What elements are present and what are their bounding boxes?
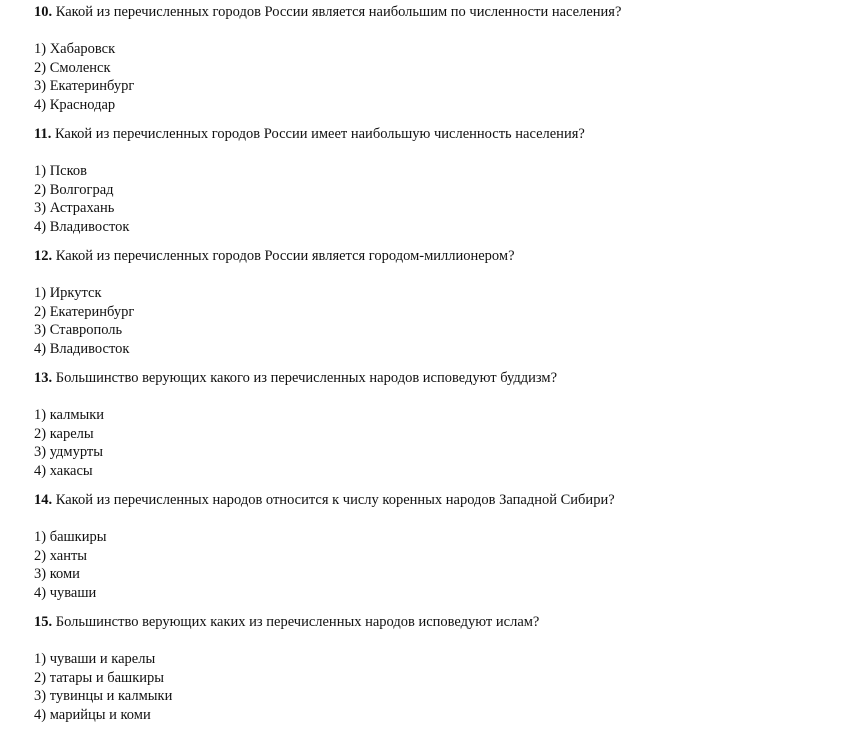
question-number: 13.	[34, 370, 53, 386]
question-text: Какой из перечисленных народов относится к числу коренных народов Западной Сибири?	[52, 492, 615, 508]
answer-option: 2) Смоленск	[34, 59, 111, 76]
question-title	[34, 247, 834, 266]
answer-option: 1) башкиры	[34, 529, 107, 545]
answer-option: 1) Хабаровск	[34, 41, 116, 57]
question-14	[34, 491, 834, 603]
answer-option: 4) Краснодар	[34, 97, 116, 114]
question-text: Большинство верующих каких из перечисленных народов исповедуют ислам?	[52, 614, 540, 630]
answer-option: 2) Волгоград	[34, 181, 114, 198]
question-title	[34, 3, 834, 22]
question-number: 10.	[34, 4, 53, 20]
answer-option: 2) Екатеринбург	[34, 303, 135, 320]
question-10	[34, 3, 834, 115]
answer-option: 4) марийцы и коми	[34, 707, 151, 724]
answer-option: 3) коми	[34, 566, 80, 583]
answer-options	[34, 406, 834, 481]
answer-option: 4) Владивосток	[34, 341, 130, 358]
answer-options	[34, 284, 834, 359]
answer-option: 3) удмурты	[34, 444, 103, 461]
answer-options	[34, 40, 834, 115]
question-title	[34, 613, 834, 632]
answer-option: 4) хакасы	[34, 463, 93, 480]
question-number: 15.	[34, 614, 53, 630]
answer-option: 4) чуваши	[34, 585, 97, 602]
answer-option: 3) Ставрополь	[34, 322, 123, 339]
answer-options	[34, 162, 834, 237]
question-11	[34, 125, 834, 237]
question-text: Какой из перечисленных городов России имеет наибольшую численность населения?	[51, 126, 585, 142]
question-15	[34, 613, 834, 725]
question-12	[34, 247, 834, 359]
question-title	[34, 125, 834, 144]
answer-option: 3) Екатеринбург	[34, 78, 135, 95]
question-title	[34, 369, 834, 388]
answer-option: 2) ханты	[34, 547, 88, 564]
answer-option: 1) Псков	[34, 163, 88, 179]
question-number: 14.	[34, 492, 53, 508]
answer-option: 1) Иркутск	[34, 285, 102, 301]
answer-options	[34, 528, 834, 603]
question-text: Большинство верующих какого из перечисленных народов исповедуют буддизм?	[52, 370, 558, 386]
answer-option: 1) чуваши и карелы	[34, 651, 156, 667]
question-text: Какой из перечисленных городов России является городом-миллионером?	[52, 248, 515, 264]
answer-option: 3) Астрахань	[34, 200, 115, 217]
question-text: Какой из перечисленных городов России является наибольшим по численности населения?	[52, 4, 622, 20]
answer-option: 2) татары и башкиры	[34, 669, 165, 686]
question-13	[34, 369, 834, 481]
question-title	[34, 491, 834, 510]
question-number: 12.	[34, 248, 53, 264]
answer-options	[34, 650, 834, 725]
answer-option: 2) карелы	[34, 425, 94, 442]
answer-option: 3) тувинцы и калмыки	[34, 688, 173, 705]
question-number: 11.	[34, 126, 52, 142]
answer-option: 4) Владивосток	[34, 219, 130, 236]
answer-option: 1) калмыки	[34, 407, 105, 423]
